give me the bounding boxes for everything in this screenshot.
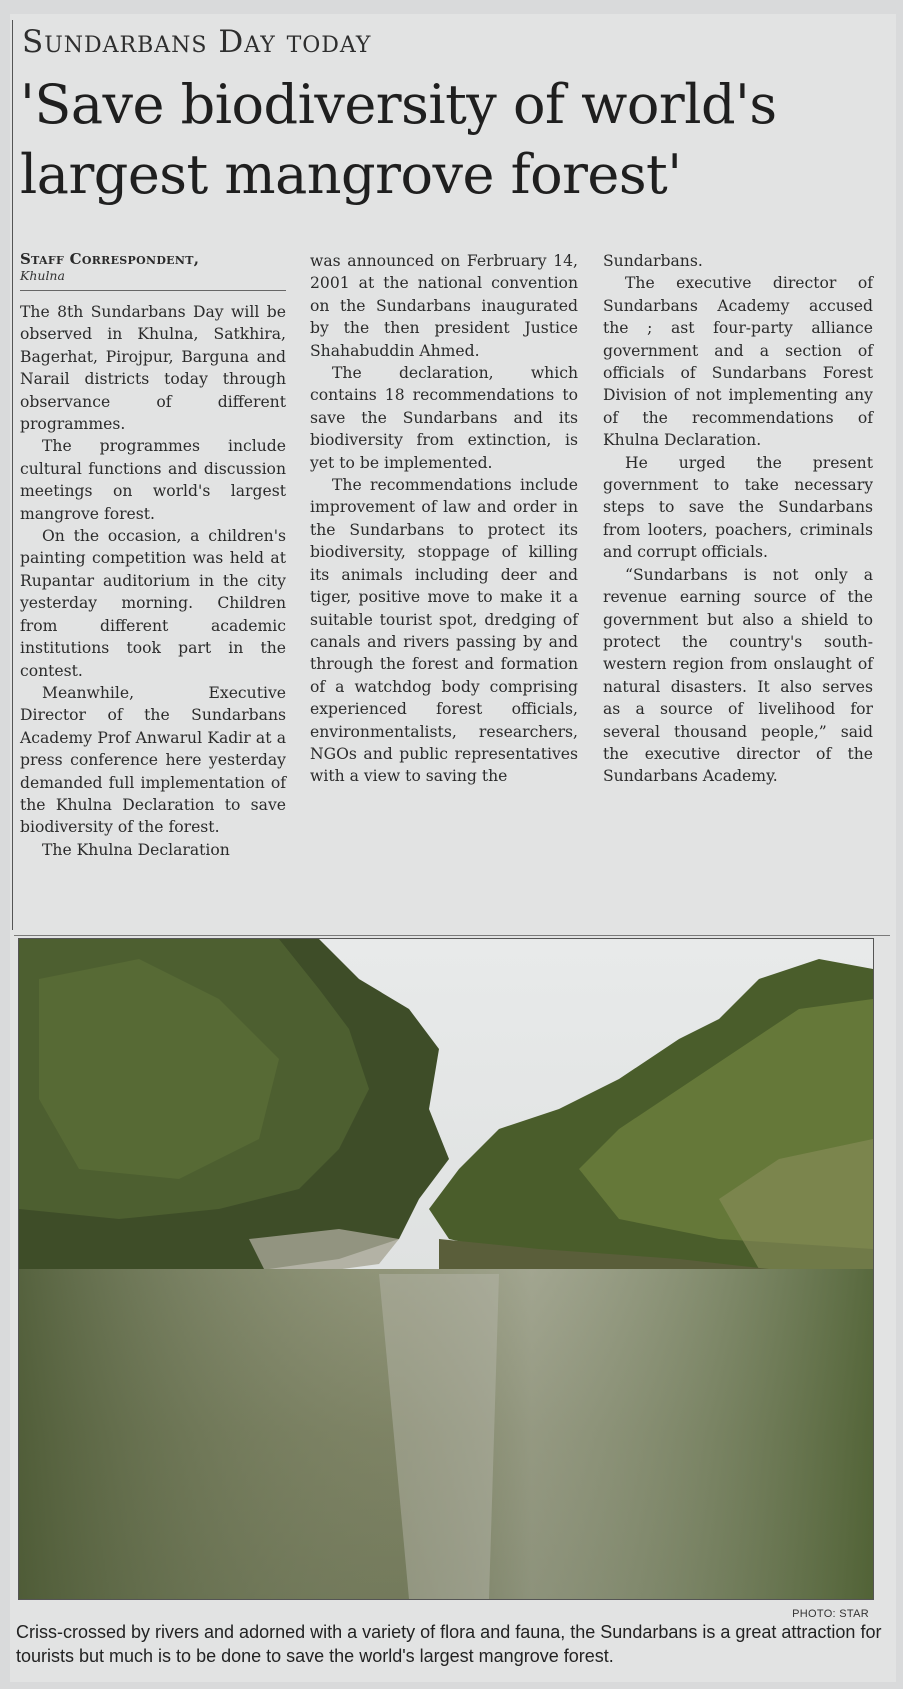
left-column-rule — [12, 20, 13, 930]
byline-location: Khulna — [20, 268, 286, 291]
paragraph: The programmes include cultural functions and discussion meetings on world's largest mangrove forest. — [20, 437, 286, 523]
photo-credit: PHOTO: STAR — [792, 1608, 869, 1620]
photo-top-rule — [14, 935, 890, 936]
paragraph: was announced on Ferbruary 14, 2001 at the national convention on the Sundarbans inaugurated by the then president Justice Shahabuddin Ahmed. — [310, 252, 578, 360]
paragraph: Meanwhile, Executive Director of the Sundarbans Academy Prof Anwarul Kadir at a press conference here yesterday demanded full implementation of the Khulna Declaration to save biodiversity of the forest. — [20, 683, 286, 837]
paragraph: The 8th Sundarbans Day will be observed in Khulna, Satkhira, Bagerhat, Pirojpur, Barguna and Narail districts today through observance of different programmes. — [20, 303, 286, 434]
article-column-3 — [603, 250, 873, 788]
paragraph: On the occasion, a children's painting competition was held at Rupantar auditorium in the city yesterday morning. Children from different academic institutions took part in the contest. — [20, 527, 286, 680]
paragraph: The recommendations include improvement of law and order in the Sundarbans to protect its biodiversity, stoppage of killing its animals including deer and tiger, positive move to make it a suitable tourist spot, dredging of canals and rivers passing by and through the forest and formation of a watchdog body comprising experienced forest officials, environmentalists, researchers, NGOs and public representatives with a view to saving the — [310, 476, 578, 786]
paragraph: Sundarbans. — [603, 252, 703, 270]
section-kicker: Sundarbans Day today — [22, 24, 372, 60]
paragraph: The Khulna Declaration — [42, 840, 230, 859]
article-column-2 — [310, 250, 578, 788]
paragraph: “Sundarbans is not only a revenue earning source of the government but also a shield to protect the country's south-western region from onslaught of natural disasters. It also serves as a source of livelihood for several thousand people,” said the executive director of the Sundarbans Academy. — [603, 565, 873, 786]
photo-caption: Criss-crossed by rivers and adorned with a variety of flora and fauna, the Sundarbans is a great attraction for tourists but much is to be done to save the world's largest mangrove forest. — [16, 1622, 882, 1666]
byline-author: Staff Correspondent, — [20, 250, 200, 268]
paragraph: He urged the present government to take necessary steps to save the Sundarbans from looters, poachers, criminals and corrupt officials. — [603, 453, 873, 562]
article-column-1 — [20, 250, 286, 861]
mangrove-river-photo — [18, 938, 874, 1600]
headline: 'Save biodiversity of world's largest mangrove forest' — [20, 73, 777, 206]
paragraph: The declaration, which contains 18 recommendations to save the Sundarbans and its biodiversity from extinction, is yet to be implemented. — [310, 364, 578, 472]
paragraph: The executive director of Sundarbans Academy accused the ; ast four-party alliance government and a section of officials of Sundarbans Forest Division of not implementing any of the recommendations of Khulna Declaration. — [603, 274, 873, 450]
